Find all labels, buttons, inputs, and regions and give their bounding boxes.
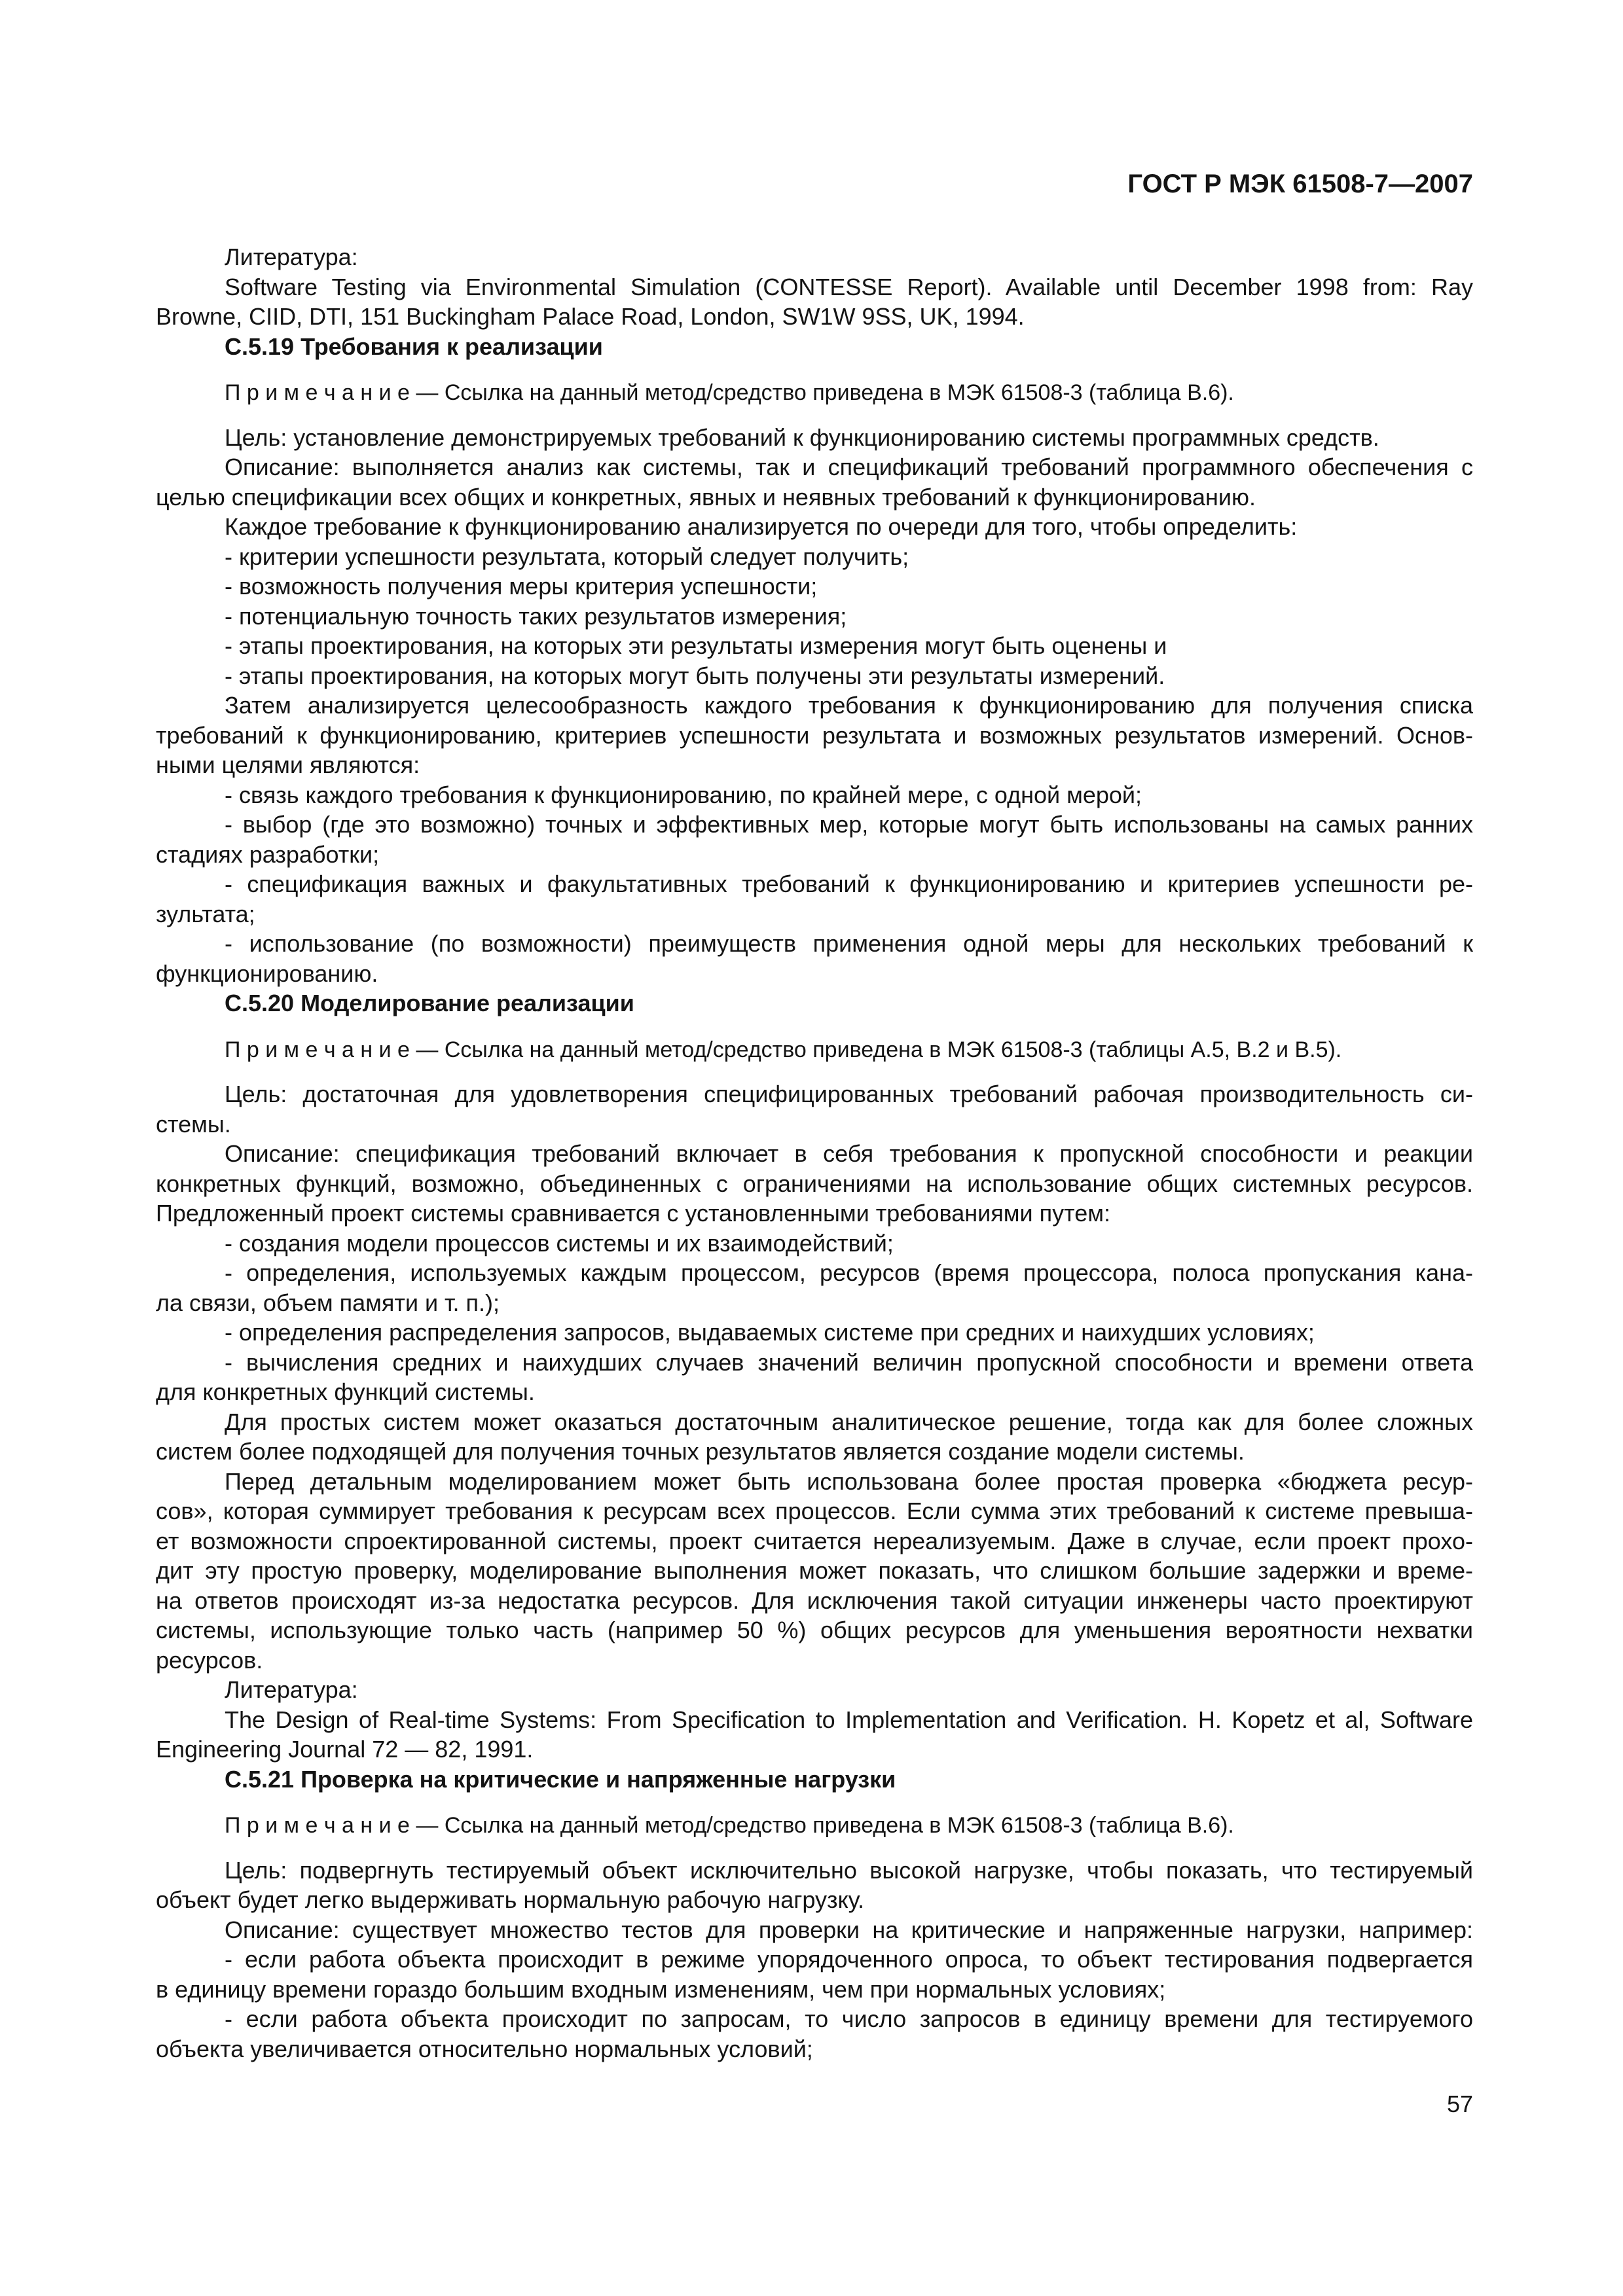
section-c-5-21 [156, 1765, 1473, 2064]
text-line: Цель: установление демонстрируемых требований к функционированию системы программных средств. [225, 423, 1379, 451]
document-code: ГОСТ Р МЭК 61508-7—2007 [1127, 170, 1473, 198]
text-line: требований к функционированию, критериев успешности результата и возможных результатов измерений. Основ- [156, 721, 1473, 749]
text-line: зультата; [156, 900, 255, 927]
list-item: - использование (по возможности) преимуществ применения одной меры для нескольких требований к [225, 930, 1473, 957]
section-note: П р и м е ч а н и е — Ссылка на данный метод/средство приведена в МЭК 61508-3 (таблица В.6). [225, 380, 1234, 405]
literature-label: Литература: [225, 1676, 358, 1703]
list-item: - этапы проектирования, на которых эти результаты измерения могут быть оценены и [225, 632, 1167, 659]
list-item: - этапы проектирования, на которых могут быть получены эти результаты измерений. [225, 662, 1165, 689]
literature-reference-line: Engineering Journal 72 — 82, 1991. [156, 1736, 534, 1763]
list-item: - если работа объекта происходит по запросам, то число запросов в единицу времени для тестируемого [225, 2005, 1473, 2032]
text-line: ресурсов. [156, 1646, 263, 1674]
section-note: П р и м е ч а н и е — Ссылка на данный метод/средство приведена в МЭК 61508-3 (таблицы А.5, В.2 и В.5). [225, 1037, 1342, 1062]
list-item: - возможность получения меры критерия успешности; [225, 573, 818, 600]
section-heading: С.5.21 Проверка на критические и напряженные нагрузки [225, 1765, 896, 1793]
text-line: Затем анализируется целесообразность каждого требования к функционированию для получения списка [225, 692, 1473, 719]
text-line: систем более подходящей для получения точных результатов является создание модели системы. [156, 1438, 1245, 1465]
text-line: Цель: подвергнуть тестируемый объект исключительно высокой нагрузке, чтобы показать, что тестируемый [225, 1856, 1473, 1884]
page-number: 57 [1446, 2090, 1473, 2117]
list-item: - если работа объекта происходит в режиме упорядоченного опроса, то объект тестирования подвергается [225, 1946, 1473, 1973]
text-line: ла связи, объем памяти и т. п.); [156, 1289, 500, 1316]
text-line: объекта увеличивается относительно нормальных условий; [156, 2035, 813, 2062]
list-item: - спецификация важных и факультативных требований к функционированию и критериев успешности ре- [225, 870, 1473, 897]
list-item: - выбор (где это возможно) точных и эффективных мер, которые могут быть использованы на самых ранних [225, 811, 1473, 838]
text-line: Описание: выполняется анализ как системы, так и спецификаций требований программного обеспечения с [225, 454, 1473, 480]
text-line: дит эту простую проверку, моделирование выполнения может показать, что слишком большие задержки и време- [156, 1557, 1473, 1584]
text-line: для конкретных функций системы. [156, 1378, 535, 1405]
literature-reference-line: The Design of Real-time Systems: From Specification to Implementation and Verification. H. Kopetz et al, Software [225, 1706, 1473, 1733]
section-heading: С.5.20 Моделирование реализации [225, 990, 634, 1016]
list-item: - создания модели процессов системы и их взаимодействий; [225, 1229, 894, 1257]
text-line: целью спецификации всех общих и конкретных, явных и неявных требований к функционированию. [156, 483, 1256, 511]
text-line: Цель: достаточная для удовлетворения специфицированных требований рабочая производительность си- [225, 1081, 1473, 1107]
text-line: системы, использующие только часть (например 50 %) общих ресурсов для уменьшения вероятности нехватки [156, 1617, 1473, 1643]
section-c-5-20 [156, 988, 1473, 1675]
literature-reference-line: Browne, CIID, DTI, 151 Buckingham Palace Road, London, SW1W 9SS, UK, 1994. [156, 303, 1025, 330]
literature-block [156, 242, 1473, 332]
text-line: Описание: спецификация требований включает в себя требования к пропускной способности и реакции [225, 1140, 1473, 1167]
text-line: Предложенный проект системы сравнивается с установленными требованиями путем: [156, 1200, 1110, 1227]
text-line: Каждое требование к функционированию анализируется по очереди для того, чтобы определить: [225, 513, 1298, 540]
section-note: П р и м е ч а н и е — Ссылка на данный метод/средство приведена в МЭК 61508-3 (таблица В.6). [225, 1813, 1234, 1838]
text-line: Перед детальным моделированием может быть использована более простая проверка «бюджета ресур- [225, 1467, 1473, 1495]
text-line: Для простых систем может оказаться достаточным аналитическое решение, тогда как для более сложных [225, 1408, 1473, 1435]
list-item: - потенциальную точность таких результатов измерения; [225, 602, 847, 630]
literature-block [156, 1675, 1473, 1765]
text-line: в единицу времени гораздо большим входным изменениям, чем при нормальных условиях; [156, 1975, 1166, 2003]
section-heading: С.5.19 Требования к реализации [225, 332, 603, 360]
section-c-5-19 [156, 332, 1473, 989]
text-line: функционированию. [156, 960, 378, 987]
literature-label: Литература: [225, 243, 358, 270]
text-line: стадиях разработки; [156, 840, 380, 868]
list-item: - определения распределения запросов, выдаваемых системе при средних и наихудших условиях; [225, 1319, 1315, 1346]
text-line: на ответов происходят из-за недостатка ресурсов. Для исключения такой ситуации инженеры часто проектируют [156, 1587, 1473, 1614]
list-item: - вычисления средних и наихудших случаев значений величин пропускной способности и времени ответа [225, 1348, 1473, 1376]
literature-reference-line: Software Testing via Environmental Simulation (CONTESSE Report). Available until December 1998 from: Ray [225, 273, 1473, 300]
text-line: сов», которая суммирует требования к ресурсам всех процессов. Если сумма этих требований к системе превыша- [156, 1498, 1473, 1524]
text-line: Описание: существует множество тестов для проверки на критические и напряженные нагрузки, например: [225, 1916, 1473, 1943]
list-item: - определения, используемых каждым процессом, ресурсов (время процессора, полоса пропускания кана- [225, 1259, 1473, 1286]
text-line: ными целями являются: [156, 751, 420, 778]
text-line: объект будет легко выдерживать нормальную рабочую нагрузку. [156, 1886, 865, 1913]
list-item: - критерии успешности результата, который следует получить; [225, 543, 909, 570]
page-body [156, 242, 1473, 2064]
text-line: конкретных функций, возможно, объединенных с ограничениями на использование общих системных ресурсов. [156, 1170, 1473, 1197]
list-item: - связь каждого требования к функционированию, по крайней мере, с одной мерой; [225, 781, 1142, 808]
text-line: стемы. [156, 1110, 231, 1138]
text-line: ет возможности спроектированной системы, проект считается нереализуемым. Даже в случае, если проект прохо- [156, 1527, 1473, 1554]
